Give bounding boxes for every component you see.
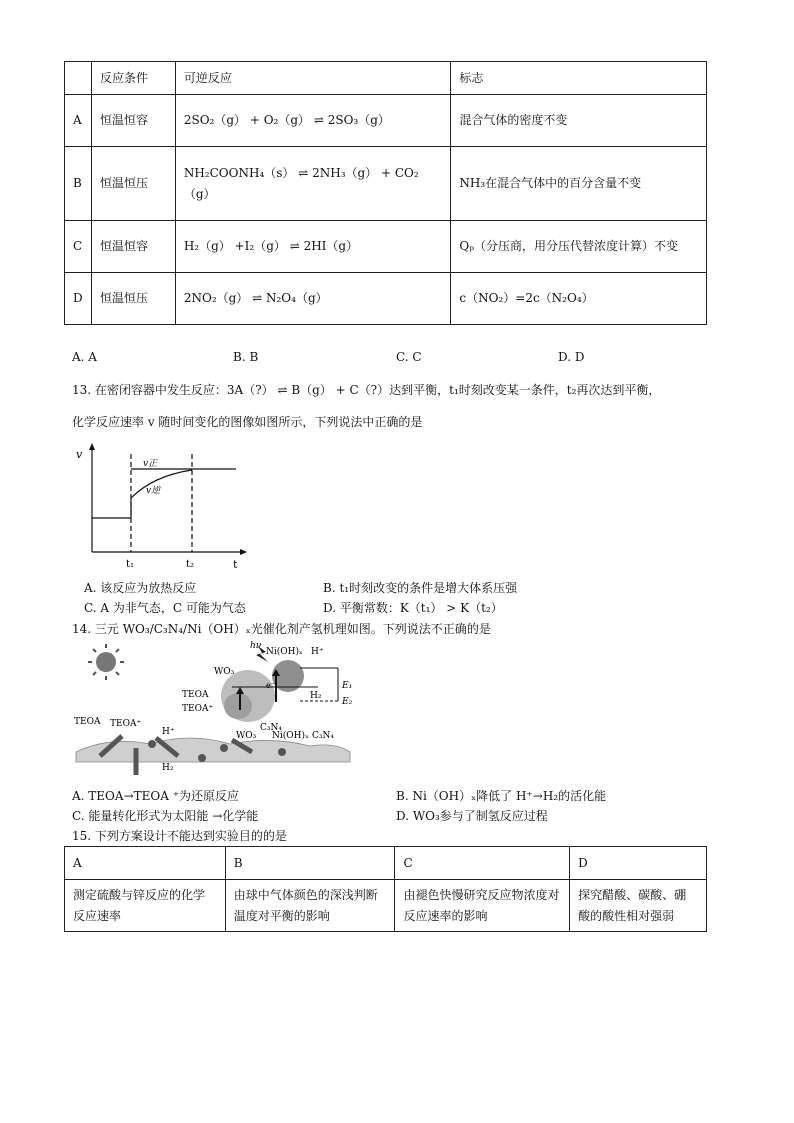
row-label: D — [65, 273, 92, 325]
fig-hv: hν — [250, 641, 262, 651]
q15-table — [64, 846, 707, 932]
row-reaction: NH₂COONH₄（s） ⇌ 2NH₃（g） + CO₂（g） — [175, 147, 451, 221]
table-row — [65, 95, 707, 147]
fig-teoa-left: TEOA — [74, 717, 101, 727]
q13-rate-graph — [70, 440, 250, 575]
graph-x-label: t — [233, 558, 238, 571]
row-reaction: 2SO₂（g） + O₂（g） ⇌ 2SO₃（g） — [175, 95, 451, 147]
fig-h-plus-bottom: H⁺ — [162, 727, 175, 737]
sun-icon — [88, 644, 124, 680]
fig-h2-right: H₂ — [310, 691, 322, 701]
fig-teoa-plus-mid: TEOA⁺ — [182, 704, 214, 714]
cell-a: 测定硫酸与锌反应的化学反应速率 — [65, 880, 226, 932]
table-row — [65, 147, 707, 221]
q13-stem-line1: 13. 在密闭容器中发生反应：3A（?） ⇌ B（g） + C（?）达到平衡，t₁时刻改变某一条件，t₂再次达到平衡， — [72, 383, 661, 397]
header-cell: 可逆反应 — [175, 62, 451, 95]
q12-option-a[interactable]: A. A — [72, 350, 97, 364]
cell-b: 由球中气体颜色的深浅判断温度对平衡的影响 — [225, 880, 395, 932]
row-condition: 恒温恒容 — [91, 95, 175, 147]
row-condition: 恒温恒压 — [91, 147, 175, 221]
graph-v-forward-label: v正 — [143, 459, 158, 469]
graph-y-label: v — [76, 448, 83, 461]
graph-v-reverse-label: v逆 — [146, 486, 161, 496]
header-cell: A — [65, 847, 226, 880]
table-row — [65, 273, 707, 325]
fig-e2: E₂ — [342, 697, 353, 707]
fig-ni-oh-bottom: Ni(OH)ₓ — [272, 731, 309, 741]
q14-stem: 14. 三元 WO₃/C₃N₄/Ni（OH）ₓ光催化剂产氢机理如图。下列说法不正确的是 — [72, 622, 491, 636]
header-cell — [65, 62, 92, 95]
cell-c: 由褪色快慢研究反应物浓度对反应速率的影响 — [395, 880, 570, 932]
row-mark: NH₃在混合气体中的百分含量不变 — [451, 147, 707, 221]
table-row — [65, 221, 707, 273]
row-mark: 混合气体的密度不变 — [451, 95, 707, 147]
header-cell: 标志 — [451, 62, 707, 95]
row-label: B — [65, 147, 92, 221]
fig-c3n4-mid: C₃N₄ — [260, 723, 282, 733]
q14-option-d[interactable]: D. WO₃参与了制氢反应过程 — [396, 809, 548, 823]
row-reaction: 2NO₂（g） ⇌ N₂O₄（g） — [175, 273, 451, 325]
q12-option-b[interactable]: B. B — [233, 350, 259, 364]
header-cell: C — [395, 847, 570, 880]
graph-t2-label: t₂ — [186, 559, 195, 570]
row-mark: Qₚ（分压商，用分压代替浓度计算）不变 — [451, 221, 707, 273]
row-label: A — [65, 95, 92, 147]
table-header-row — [65, 847, 707, 880]
q15-stem: 15. 下列方案设计不能达到实验目的的是 — [72, 829, 287, 843]
q13-option-a[interactable]: A. 该反应为放热反应 — [84, 581, 197, 595]
fig-c3n4-bottom: C₃N₄ — [312, 731, 334, 741]
q14-photocatalyst-figure — [70, 640, 370, 780]
q12-option-c[interactable]: C. C — [396, 350, 422, 364]
graph-t1-label: t₁ — [126, 559, 135, 570]
q13-stem-line2: 化学反应速率 v 随时间变化的图像如图所示，下列说法中正确的是 — [72, 415, 423, 429]
row-condition: 恒温恒压 — [91, 273, 175, 325]
fig-h2-bottom: H₂ — [162, 763, 174, 773]
header-cell: 反应条件 — [91, 62, 175, 95]
q13-option-b[interactable]: B. t₁时刻改变的条件是增大体系压强 — [323, 581, 518, 595]
fig-wo3-bottom: WO₃ — [236, 731, 257, 741]
header-cell: B — [225, 847, 395, 880]
table-row — [65, 880, 707, 932]
row-reaction: H₂（g） +I₂（g） ⇌ 2HI（g） — [175, 221, 451, 273]
row-label: C — [65, 221, 92, 273]
q14-option-b[interactable]: B. Ni（OH）ₓ降低了 H⁺→H₂的活化能 — [396, 789, 607, 803]
fig-teoa-plus-left: TEOA⁺ — [110, 719, 142, 729]
header-cell: D — [570, 847, 707, 880]
fig-wo3-top: WO₃ — [214, 667, 235, 677]
row-mark: c（NO₂）=2c（N₂O₄） — [451, 273, 707, 325]
q14-option-a[interactable]: A. TEOA→TEOA ⁺为还原反应 — [72, 789, 240, 803]
fig-e1: E₁ — [342, 681, 353, 691]
q14-option-c[interactable]: C. 能量转化形式为太阳能 →化学能 — [72, 809, 259, 823]
q12-option-d[interactable]: D. D — [558, 350, 585, 364]
fig-teoa-mid: TEOA — [182, 690, 209, 700]
q13-option-c[interactable]: C. A 为非气态，C 可能为气态 — [84, 601, 246, 615]
fig-ni-oh: Ni(OH)ₓ — [266, 647, 303, 657]
fig-electron: e⁻ — [266, 681, 275, 690]
row-condition: 恒温恒容 — [91, 221, 175, 273]
cell-d: 探究醋酸、碳酸、硼酸的酸性相对强弱 — [570, 880, 707, 932]
q12-table — [64, 61, 707, 325]
q13-option-d[interactable]: D. 平衡常数：K（t₁） > K（t₂） — [323, 601, 503, 615]
fig-h-plus-top: H⁺ — [311, 647, 324, 657]
table-header-row — [65, 62, 707, 95]
